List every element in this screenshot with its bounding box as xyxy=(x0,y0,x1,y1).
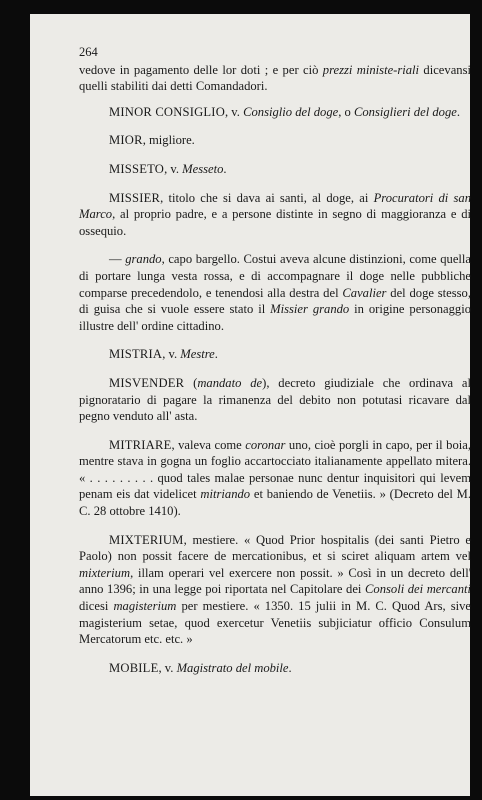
continuation-paragraph xyxy=(79,62,471,95)
dictionary-entry xyxy=(79,375,471,425)
entry-text: per mestiere. « 1350. 15 julii in M. C. Quod Ars, sive magisterium setae, quod exercetur Venetiis subjiciatur officio Consulum Mercatorum etc. etc. » xyxy=(79,599,472,647)
entry-headword: MIOR xyxy=(109,133,143,148)
entry-headword: MISSIER xyxy=(109,190,161,205)
entry-text: vedove in pagamento delle lor doti ; e per ciò xyxy=(79,62,323,77)
entry-headword: MISVENDER xyxy=(109,375,185,390)
entry-text: — xyxy=(109,252,126,267)
entry-headword: MIXTERIUM xyxy=(109,532,184,547)
italic-term: magisterium xyxy=(113,599,177,614)
italic-term: mitriando xyxy=(200,487,251,502)
italic-term: prezzi ministe-riali xyxy=(322,62,420,77)
entry-text: , mestiere. « Quod Prior hospitalis (dei santi Pietro e Paolo) non possit facere de mercationibus, et si sciret aliquam artem vel xyxy=(79,532,471,564)
entry-text: , valeva come xyxy=(171,437,246,452)
entry-text: in origine personaggio illustre dell' ordine cittadino. xyxy=(79,302,471,333)
dictionary-entry xyxy=(79,437,471,520)
italic-term: Messeto xyxy=(182,161,224,176)
dictionary-entry xyxy=(79,132,471,149)
entry-text: del doge stesso, di guisa che si vuole essere stato il xyxy=(79,285,471,317)
entry-text: ( xyxy=(184,375,198,390)
italic-term: grando xyxy=(125,252,162,267)
italic-term: Cavalier xyxy=(342,285,387,300)
entry-text: , al proprio padre, e a persone distinte in segno di maggioranza e di ossequio. xyxy=(79,207,471,238)
italic-term: coronar xyxy=(245,437,286,452)
dictionary-entry xyxy=(79,346,471,363)
entry-text: dicesi xyxy=(79,599,114,614)
entry-headword: MOBILE xyxy=(109,660,159,675)
entry-text: uno, cioè porgli in capo, per il boia, mentre stava in gogna un foglio accartocciato italianamente appellato mitera. « . . . . . . . . . quod tales malae personae nunc dentur inquisitori qui levem penam eis dat videlicet xyxy=(79,437,472,502)
book-page xyxy=(30,14,470,796)
entry-text: . xyxy=(214,347,218,362)
entry-text: , o xyxy=(338,104,354,119)
entry-text: . xyxy=(456,104,460,119)
italic-term: Magistrato del mobile xyxy=(176,660,289,675)
dictionary-entries xyxy=(79,62,471,677)
dictionary-entry xyxy=(79,190,471,240)
italic-term: mandato de xyxy=(197,375,263,390)
entry-text: , capo bargello. Costui aveva alcune distinzioni, come quella di portare lunga vesta rossa, e di accompagnare il doge nelle pubbliche comparse precedendolo, e tenendosi alla destra del xyxy=(79,252,471,300)
italic-term: Consiglio del doge xyxy=(243,104,339,119)
entry-headword: MISTRIA xyxy=(109,347,163,362)
entry-text: , v. xyxy=(164,161,183,176)
entry-text: dicevansi quelli stabiliti dai detti Comandadori. xyxy=(79,62,471,94)
entry-text: , illam operari vel exercere non possit. » Così in un decreto dell' anno 1396; in una legge poi riportata nel Capitolare dei xyxy=(79,565,471,597)
entry-text: , v. xyxy=(158,660,177,675)
entry-headword: MITRIARE xyxy=(109,437,172,452)
entry-headword: MISSETO xyxy=(109,161,165,176)
italic-term: mixterium xyxy=(79,565,131,580)
dictionary-entry xyxy=(79,251,471,334)
entry-text: et baniendo de Venetiis. » (Decreto del M. C. 28 ottobre 1410). xyxy=(79,487,471,519)
italic-term: Consiglieri del doge xyxy=(353,104,457,119)
italic-term: Procuratori di san Marco xyxy=(79,190,472,222)
italic-term: Missier grando xyxy=(270,302,350,317)
entry-text: , migliore. xyxy=(142,133,195,148)
entry-text: ), decreto giudiziale che ordinava al pignoratario di pagare la rimanenza del debito non potutasi ricavare dal pegno venduto all' asta. xyxy=(79,375,472,424)
entry-text: . xyxy=(288,660,292,675)
italic-term: Consoli dei mercanti xyxy=(365,582,471,597)
italic-term: Mestre xyxy=(180,347,215,362)
entry-headword: MINOR CONSIGLIO xyxy=(109,104,225,119)
dictionary-entry xyxy=(79,532,471,648)
entry-text: . xyxy=(223,161,227,176)
entry-text: , titolo che si dava ai santi, al doge, ai xyxy=(160,190,374,205)
dictionary-entry xyxy=(79,104,471,121)
dictionary-entry xyxy=(79,660,471,677)
page-number: 264 xyxy=(79,45,98,59)
entry-text: , v. xyxy=(162,347,181,362)
entry-text: , v. xyxy=(225,104,244,119)
page-content xyxy=(79,44,471,688)
dictionary-entry xyxy=(79,161,471,178)
